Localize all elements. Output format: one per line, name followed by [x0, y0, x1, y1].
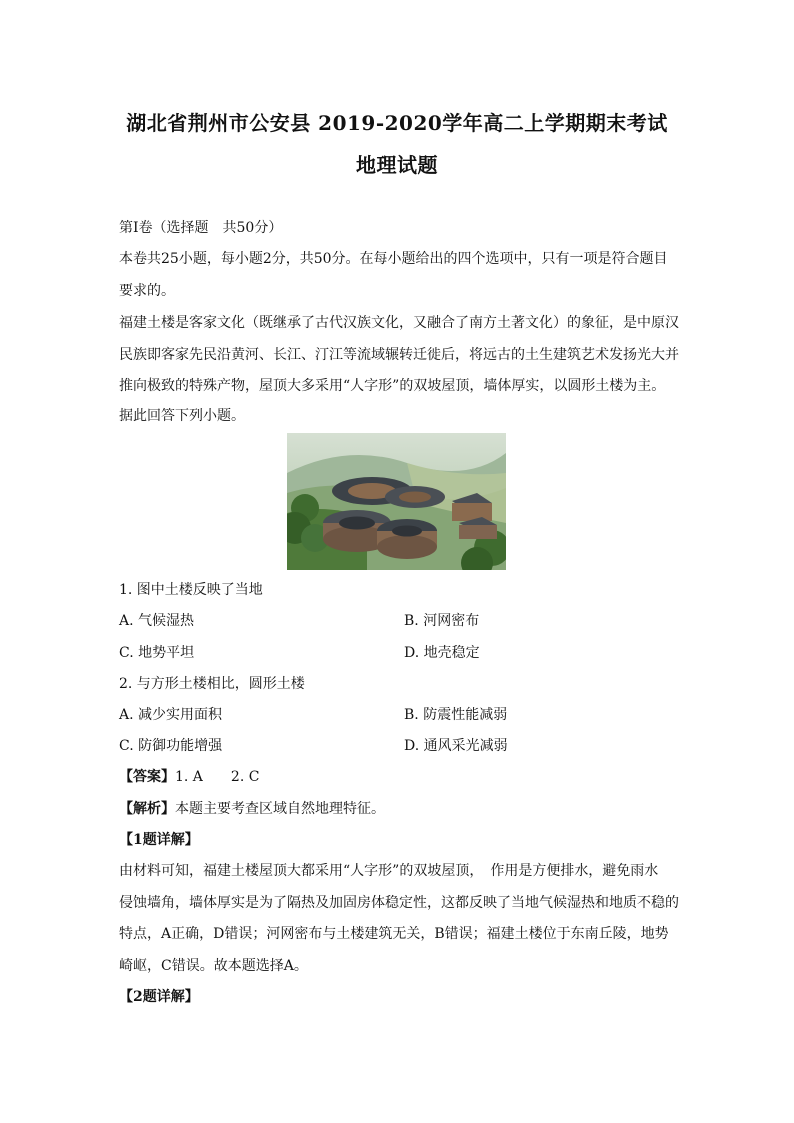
- instructions-line-2: 要求的。: [119, 283, 175, 299]
- detail-1-line-1: 由材料可知，福建土楼屋顶大都采用“人字形”的双坡屋顶， 作用是方便排水，避免雨水: [119, 863, 659, 879]
- answer-text: 1. A 2. C: [175, 769, 260, 785]
- question-1-option-b: B. 河网密布: [404, 613, 480, 629]
- passage-line-2: 民族即客家先民沿黄河、长江、汀江等流域辗转迁徙后，将远古的土生建筑艺术发扬光大并: [119, 347, 679, 363]
- question-2-option-c: C. 防御功能增强: [119, 738, 223, 754]
- section-header: 第Ⅰ卷（选择题 共50分）: [119, 220, 283, 236]
- question-1-option-a: A. 气候湿热: [119, 613, 195, 629]
- answer-line: [119, 767, 679, 787]
- tulou-photo: [287, 433, 506, 570]
- tulou-illustration: [287, 433, 506, 570]
- answer-label: 【答案】: [119, 769, 175, 785]
- passage-line-3: 推向极致的特殊产物，屋顶大多采用“人字形”的双坡屋顶，墙体厚实，以圆形土楼为主。: [119, 378, 666, 394]
- passage-line-1: 福建土楼是客家文化（既继承了古代汉族文化，又融合了南方土著文化）的象征，是中原汉: [119, 315, 679, 331]
- detail-1-label: 【1题详解】: [119, 832, 199, 848]
- instructions-line-1: 本卷共25小题，每小题2分，共50分。在每小题给出的四个选项中，只有一项是符合题目: [119, 251, 668, 267]
- passage-line-4: 据此回答下列小题。: [119, 408, 245, 424]
- analysis-line: [119, 799, 679, 819]
- document-title-line1: 湖北省荆州市公安县 2019-2020学年高二上学期期末考试: [126, 111, 668, 135]
- detail-1-line-3: 特点，A正确，D错误；河网密布与土楼建筑无关，B错误；福建土楼位于东南丘陵，地势: [119, 926, 669, 942]
- document-title-line2: 地理试题: [356, 153, 438, 177]
- analysis-label: 【解析】: [119, 801, 175, 817]
- question-2-option-a: A. 减少实用面积: [119, 707, 223, 723]
- question-2-option-d: D. 通风采光减弱: [404, 738, 508, 754]
- analysis-text: 本题主要考查区域自然地理特征。: [175, 801, 385, 817]
- question-1-stem: 1. 图中土楼反映了当地: [119, 582, 263, 598]
- question-1-option-c: C. 地势平坦: [119, 645, 195, 661]
- question-2-stem: 2. 与方形土楼相比，圆形土楼: [119, 676, 305, 692]
- question-1-option-d: D. 地壳稳定: [404, 645, 480, 661]
- detail-1-line-2: 侵蚀墙角，墙体厚实是为了隔热及加固房体稳定性，这都反映了当地气候湿热和地质不稳的: [119, 895, 679, 911]
- detail-1-line-4: 崎岖，C错误。故本题选择A。: [119, 958, 308, 974]
- question-2-option-b: B. 防震性能减弱: [404, 707, 508, 723]
- detail-2-label: 【2题详解】: [119, 989, 199, 1005]
